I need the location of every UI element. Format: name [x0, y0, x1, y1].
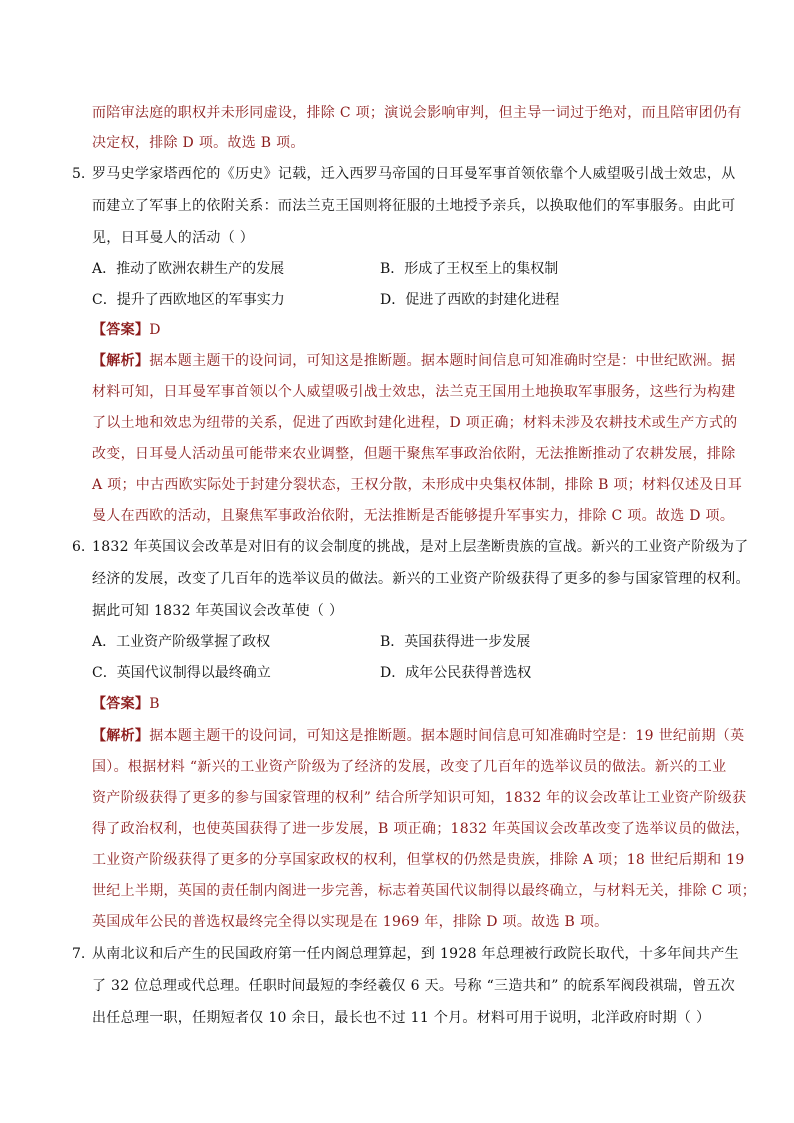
question-5-stem-line: 罗马史学家塔西佗的《历史》记载，迁入西罗马帝国的日耳曼军事首领依靠个人威望吸引战士效忠，从 — [92, 166, 736, 182]
question-5-answer — [92, 320, 161, 340]
question-5-analysis-line: 材料可知，日耳曼军事首领以个人威望吸引战士效忠，法兰克王国用土地换取军事服务，这些行为构建 — [92, 384, 736, 400]
prev-explanation-line: 而陪审法庭的职权并未形同虚设，排除 C 项；演说会影响审判，但主导一词过于绝对，而且陪审团仍有 — [92, 105, 742, 121]
prev-explanation-line: 决定权，排除 D 项。故选 B 项。 — [92, 135, 305, 151]
question-5-analysis-line: 曼人在西欧的活动，且聚焦军事政治依附，无法推断是否能够提升军事实力，排除 C 项。故选 D 项。 — [92, 508, 735, 524]
question-6-option-c: C．英国代议制得以最终确立 — [92, 665, 271, 681]
question-7-stem-line: 了 32 位总理或代总理。任职时间最短的李经羲仅 6 天。号称 “三造共和” 的皖系军阀段祺瑞，曾五次 — [92, 978, 736, 994]
question-5-option-b: B．形成了王权至上的集权制 — [380, 261, 559, 277]
question-6-option-b: B．英国获得进一步发展 — [380, 634, 531, 650]
question-6-analysis-line: 资产阶级获得了更多的参与国家管理的权利” 结合所学知识可知，1832 年的议会改革让工业资产阶级获 — [92, 790, 747, 806]
question-6-analysis-line — [92, 726, 744, 746]
question-5-stem-line: 见，日耳曼人的活动（ ） — [92, 230, 255, 246]
question-5-analysis-line — [92, 351, 736, 371]
analysis-label: 【解析】 — [92, 728, 150, 744]
question-6-analysis-line: 得了政治权利，也使英国获得了进一步发展，B 项正确；1832 年英国议会改革改变了选举议员的做法， — [92, 821, 750, 837]
question-5-number: 5. — [72, 166, 86, 182]
question-5-option-a: A．推动了欧洲农耕生产的发展 — [92, 261, 285, 277]
question-6-analysis-line: 工业资产阶级获得了更多的分享国家政权的权利，但掌权的仍然是贵族，排除 A 项；18 世纪后期和 19 — [92, 852, 745, 868]
question-5-analysis-line: 了以土地和效忠为纽带的关系，促进了西欧封建化进程，D 项正确；材料未涉及农耕技术或生产方式的 — [92, 415, 738, 431]
question-6-analysis-line: 世纪上半期，英国的责任制内阁进一步完善，标志着英国代议制得以最终确立，与材料无关，排除 C 项； — [92, 883, 757, 899]
question-6-stem-line: 据此可知 1832 年英国议会改革使（ ） — [92, 603, 344, 619]
question-5-option-d: D．促进了西欧的封建化进程 — [380, 292, 560, 308]
analysis-label: 【解析】 — [92, 353, 150, 369]
question-5-analysis-line: A 项；中古西欧实际处于封建分裂状态，王权分散，未形成中央集权体制，排除 B 项；材料仅述及日耳 — [92, 477, 743, 493]
question-6-stem-line: 1832 年英国议会改革是对旧有的议会制度的挑战，是对上层垄断贵族的宣战。新兴的工业资产阶级为了 — [92, 539, 749, 555]
question-7-number: 7. — [72, 946, 86, 962]
question-6-analysis-line: 英国成年公民的普选权最终完全得以实现是在 1969 年，排除 D 项。故选 B 项。 — [92, 914, 609, 930]
question-6-answer — [92, 694, 160, 714]
question-5-option-c: C．提升了西欧地区的军事实力 — [92, 292, 285, 308]
analysis-text: 据本题主题干的设问词，可知这是推断题。据本题时间信息可知准确时空是：19 世纪前期（英 — [149, 728, 745, 744]
analysis-text: 据本题主题干的设问词，可知这是推断题。据本题时间信息可知准确时空是：中世纪欧洲。据 — [149, 353, 736, 369]
answer-value: D — [149, 322, 161, 338]
question-6-analysis-line: 国）。根据材料 “新兴的工业资产阶级为了经济的发展，改变了几百年的选举议员的做法。新兴的工业 — [92, 759, 727, 775]
question-6-number: 6. — [72, 539, 86, 555]
question-5-analysis-line: 改变，日耳曼人活动虽可能带来农业调整，但题干聚焦军事政治依附，无法推断推动了农耕发展，排除 — [92, 446, 736, 462]
answer-value: B — [149, 696, 160, 712]
answer-label: 【答案】 — [92, 322, 150, 338]
answer-label: 【答案】 — [92, 696, 150, 712]
question-6-stem-line: 经济的发展，改变了几百年的选举议员的做法。新兴的工业资产阶级获得了更多的参与国家管理的权利。 — [92, 571, 750, 587]
question-6-option-d: D．成年公民获得普选权 — [380, 665, 532, 681]
question-7-stem-line: 从南北议和后产生的民国政府第一任内阁总理算起，到 1928 年总理被行政院长取代，十多年间共产生 — [92, 946, 739, 962]
question-5-stem-line: 而建立了军事上的依附关系：而法兰克王国则将征服的土地授予亲兵，以换取他们的军事服务。由此可 — [92, 198, 736, 214]
question-6-option-a: A．工业资产阶级掌握了政权 — [92, 634, 271, 650]
question-7-stem-line: 出任总理一职，任期短者仅 10 余日，最长也不过 11 个月。材料可用于说明，北洋政府时期（ ） — [92, 1010, 711, 1026]
